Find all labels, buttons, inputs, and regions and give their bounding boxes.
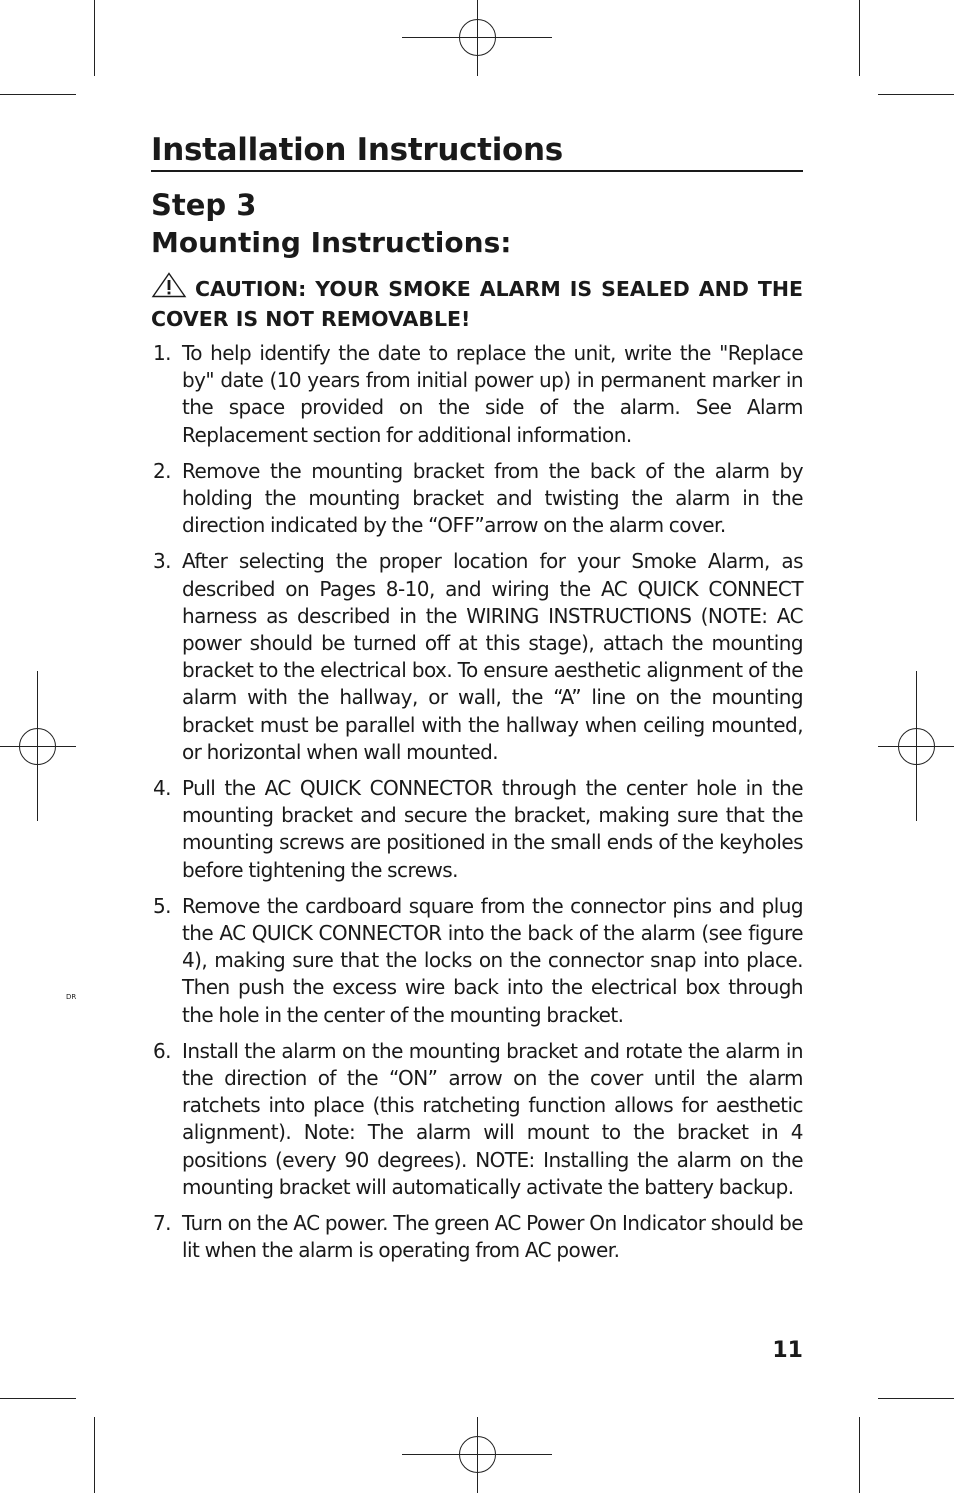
page-content (151, 130, 803, 1274)
step-text: Remove the cardboard square from the connector pins and plug the AC QUICK CONNECTOR into the back of the alarm (see figure 4), making sure that the locks on the connector snap into place. Then push the excess wire back into the electrical box through the hole in the center of the mounting bracket. (182, 893, 803, 1027)
sub-title: Mounting Instructions: (151, 226, 512, 259)
list-item (151, 1210, 803, 1264)
list-item (151, 893, 803, 1029)
step-text: After selecting the proper location for your Smoke Alarm, as described on Pages 8-10, and wiring the AC QUICK CONNECT harness as described in the WIRING INSTRUCTIONS (NOTE: AC power should be turned off at this stage), attach the mounting bracket to the electrical box. To ensure aesthetic alignment of the alarm with the hallway, or wall, the “A” line on the mounting bracket must be parallel with the hallway when ceiling mounted, or horizontal when wall mounted. (182, 549, 803, 764)
step-text: To help identify the date to replace the unit, write the "Replace by" date (10 years from initial power up) in permanent marker in the space provided on the side of the alarm. See Alarm Replacement section for additional information. (182, 341, 803, 447)
step-number: 2. (153, 458, 171, 483)
caution-text: CAUTION: YOUR SMOKE ALARM IS SEALED AND THE COVER IS NOT REMOVABLE! (151, 277, 803, 331)
page-number: 11 (772, 1338, 803, 1363)
step-number: 6. (153, 1038, 171, 1063)
section-title: Installation Instructions (151, 130, 803, 172)
step-title: Step 3 (151, 188, 257, 222)
step-number: 3. (153, 549, 171, 574)
step-text: Remove the mounting bracket from the back of the alarm by holding the mounting bracket and twisting the alarm in the direction indicated by the “OFF”arrow on the alarm cover. (182, 458, 803, 538)
step-text: Pull the AC QUICK CONNECTOR through the center hole in the mounting bracket and secure the bracket, making sure that the mounting screws are positioned in the small ends of the keyholes before tightening the screws. (182, 776, 803, 882)
list-item (151, 548, 803, 766)
warning-triangle-icon (151, 272, 187, 305)
step-text: Turn on the AC power. The green AC Power On Indicator should be lit when the alarm is operating from AC power. (182, 1211, 803, 1263)
mounting-steps-list (151, 340, 803, 1265)
list-item (151, 340, 803, 449)
list-item (151, 1038, 803, 1201)
step-text: Install the alarm on the mounting bracket and rotate the alarm in the direction of the “ON” arrow on the cover until the alarm ratchets into place (this ratcheting function allows for aesthetic alignment). Note: The alarm will mount to the bracket in 4 positions (every 90 degrees). NOTE: Installing the alarm on the mounting bracket will automatically activate the battery backup. (182, 1038, 803, 1199)
list-item (151, 775, 803, 884)
step-number: 1. (153, 341, 171, 365)
step-number: 7. (153, 1211, 171, 1236)
side-code: DR (66, 993, 77, 1001)
step-number: 5. (153, 893, 171, 918)
caution-notice (151, 272, 803, 333)
list-item (151, 458, 803, 540)
step-number: 4. (153, 776, 171, 801)
